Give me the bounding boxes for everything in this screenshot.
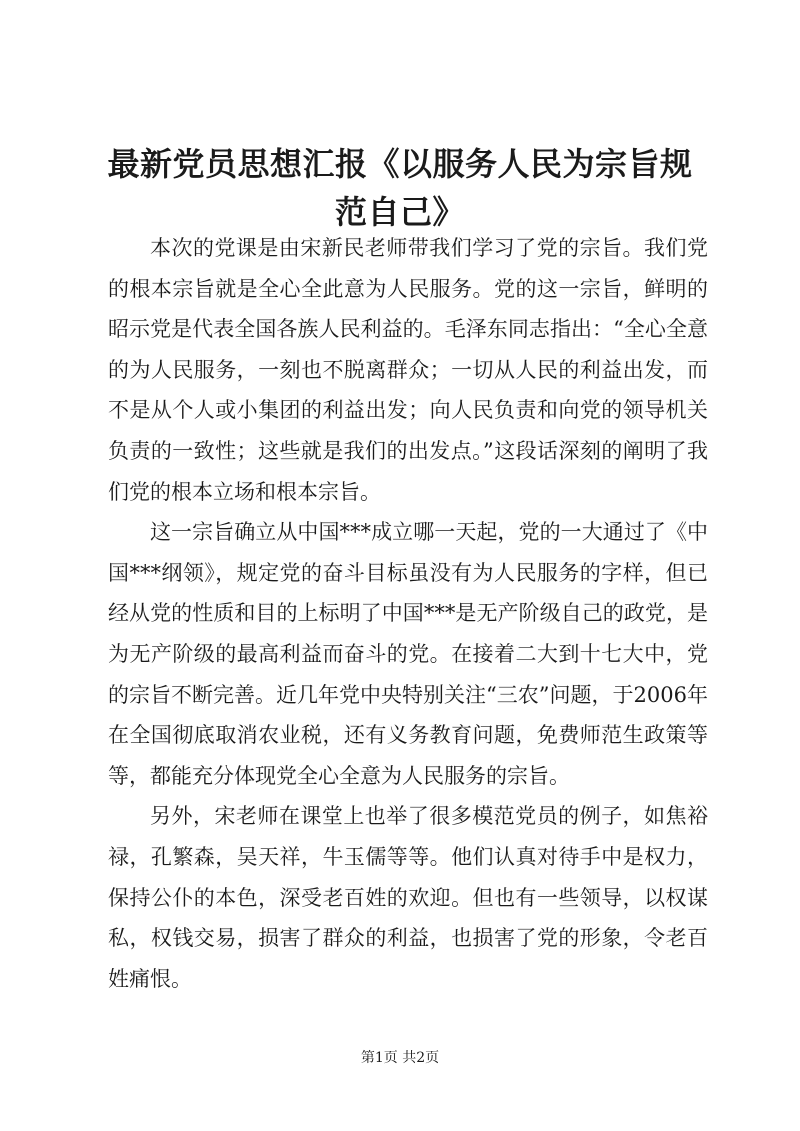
document-body — [108, 228, 708, 999]
paragraph: 另外，宋老师在课堂上也举了很多模范党员的例子，如焦裕禄，孔繁森，吴天祥，牛玉儒等等。他们认真对待手中是权力，保持公仆的本色，深受老百姓的欢迎。但也有一些领导，以权谋私，权钱交易，损害了群众的利益，也损害了党的形象，令老百姓痛恨。 — [108, 804, 708, 991]
paragraph: 本次的党课是由宋新民老师带我们学习了党的宗旨。我们党的根本宗旨就是全心全此意为人民服务。党的这一宗旨，鲜明的昭示党是代表全国各族人民利益的。毛泽东同志指出：“全心全意的为人民服务，一刻也不脱离群众；一切从人民的利益出发，而不是从个人或小集团的利益出发；向人民负责和向党的领导机关负责的一致性；这些就是我们的出发点。”这段话深刻的阐明了我们党的根本立场和根本宗旨。 — [108, 236, 708, 504]
paragraph: 这一宗旨确立从中国***成立哪一天起，党的一大通过了《中国***纲领》，规定党的奋斗目标虽没有为人民服务的字样，但已经从党的性质和目的上标明了中国***是无产阶级自己的政党，是为无产阶级的最高利益而奋斗的党。在接着二大到十七大中，党的宗旨不断完善。近几年党中央特别关注“三农”问题，于2006年在全国彻底取消农业税，还有义务教育问题，免费师范生政策等等，都能充分体现党全心全意为人民服务的宗旨。 — [108, 520, 708, 788]
page-number-footer: 第1页 共2页 — [360, 1050, 440, 1066]
document-title: 最新党员思想汇报《以服务人民为宗旨规范自己》 — [107, 145, 693, 231]
